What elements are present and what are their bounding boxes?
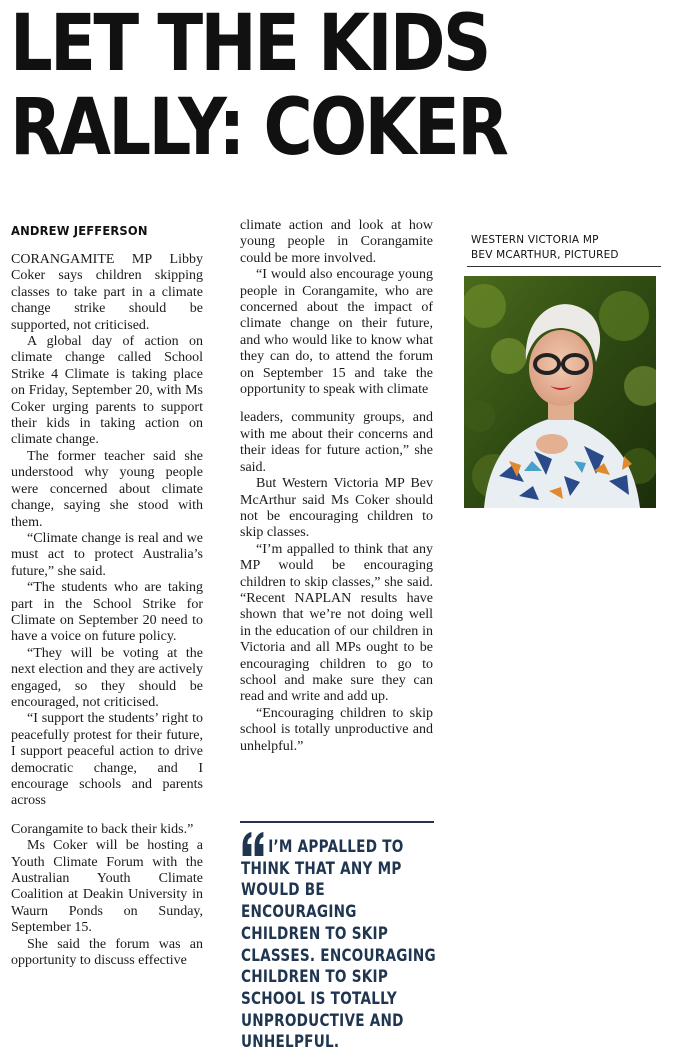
- paragraph: But Western Victoria MP Bev McArthur said Ms Coker should not be encouraging children to skip classes.: [240, 476, 433, 541]
- quote-mark-icon: [241, 832, 265, 856]
- headline-line-1: LET THE KIDS: [10, 0, 489, 89]
- paragraph: “Climate change is real and we must act to protect Australia’s future,” she said.: [11, 530, 203, 579]
- photo-caption-line-1: WESTERN VICTORIA MP: [471, 234, 599, 246]
- caption-divider: [467, 266, 661, 267]
- paragraph: CORANGAMITE MP Libby Coker says children skipping classes to take part in a climate change strike should be supported, not criticised.: [11, 252, 203, 333]
- paragraph: leaders, community groups, and with me about their concerns and their ideas for future action,” she said.: [240, 410, 433, 475]
- paragraph: Ms Coker will be hosting a Youth Climate Forum with the Australian Youth Climate Coalition at Deakin University in Waurn Ponds on Sunday, September 15.: [11, 838, 203, 936]
- paragraph: She said the forum was an opportunity to discuss effective: [11, 936, 203, 969]
- paragraph: The former teacher said she understood why young people were concerned about climate change, saying she stood with them.: [11, 448, 203, 530]
- paragraph: “The students who are taking part in the School Strike for Climate on September 20 need to have a voice on future policy.: [11, 580, 203, 645]
- paragraph: A global day of action on climate change called School Strike 4 Climate is taking place on Friday, September 20, with Ms Coker urging parents to support their kids in taking action on climate change.: [11, 334, 203, 448]
- paragraph: Corangamite to back their kids.”: [11, 821, 194, 837]
- byline: ANDREW JEFFERSON: [11, 223, 148, 238]
- photo-caption-line-2: BEV MCARTHUR, PICTURED: [471, 249, 619, 261]
- lead-words: CORANGAMITE MP: [11, 252, 153, 267]
- pull-quote: [241, 832, 441, 1054]
- portrait-illustration: [464, 276, 656, 508]
- headline: [10, 0, 578, 173]
- paragraph: “I would also encourage young people in Corangamite, who are concerned about the impact of climate change on their future, and who would like to know what they can do, to attend the forum on September 15 and take the opportunity to speak with climate: [240, 267, 433, 398]
- article-column-2: [240, 218, 433, 755]
- paragraph: climate action and look at how young people in Corangamite could be more involved.: [240, 218, 433, 266]
- paragraph: “They will be voting at the next election and they are actively engaged, so they should be encouraged, not criticised.: [11, 645, 203, 710]
- paragraph: “Encouraging children to skip school is totally unproductive and unhelpful.”: [240, 705, 433, 754]
- headline-line-2: RALLY: COKER: [10, 83, 507, 173]
- photo-caption: [471, 233, 661, 263]
- portrait-photo: [464, 276, 656, 508]
- paragraph: “I’m appalled to think that any MP would be encouraging children to skip classes,” she said. “Recent NAPLAN results have shown that we’re not doing well in the education of our children in Victoria and all MPs ought to be encouraging children to go to school and make sure they can read and write and add up.: [240, 541, 433, 705]
- pull-quote-divider: [240, 821, 434, 823]
- article-column-1: [11, 252, 203, 969]
- pull-quote-text: I’M APPALLED TO THINK THAT ANY MP WOULD BE ENCOURAGING CHILDREN TO SKIP CLASSES. ENCOURAGING CHILDREN TO SKIP SCHOOL IS TOTALLY UNPRODUCTIVE AND UNHELPFUL.: [241, 837, 436, 1053]
- paragraph: “I support the students’ right to peacefully protest for their future, I support peaceful action to drive democratic change, and I encourage schools and parents across: [11, 711, 203, 809]
